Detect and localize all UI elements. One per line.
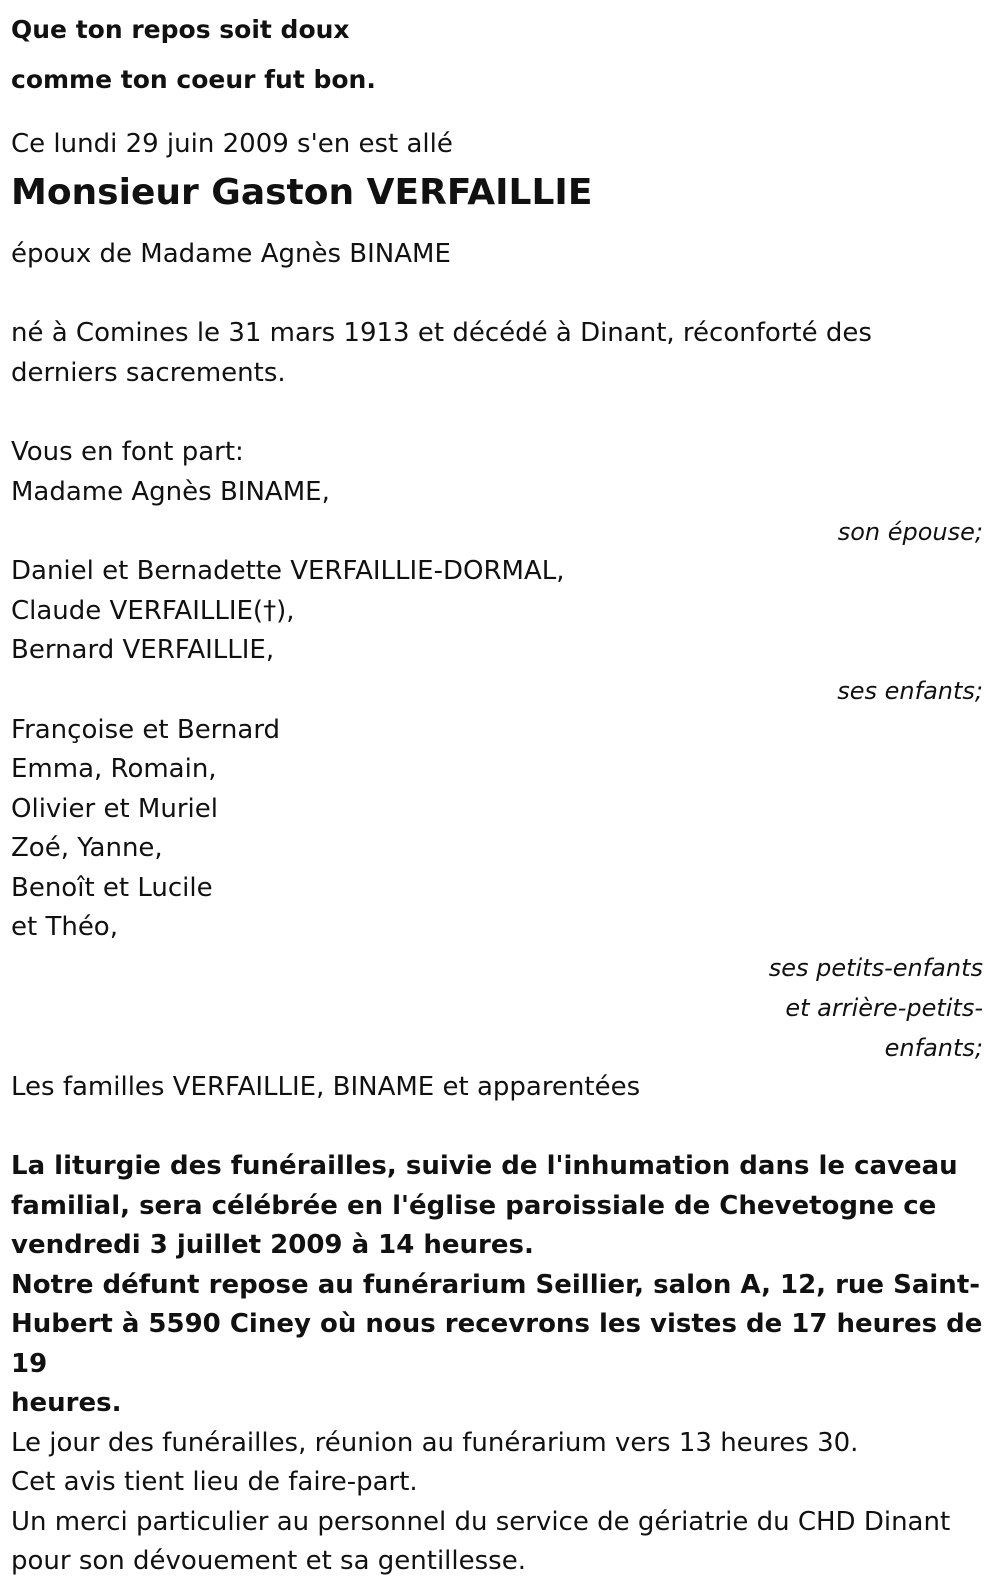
relation-label: et arrière-petits- [785, 993, 983, 1022]
family-member: Daniel et Bernadette VERFAILLIE-DORMAL, [11, 556, 565, 586]
family-group-spouse [11, 473, 983, 553]
ceremony-line: Hubert à 5590 Ciney où nous recevrons les vistes de 17 heures de 19 [11, 1309, 983, 1379]
relation-label: enfants; [884, 1033, 983, 1062]
obituary-notice [11, 5, 983, 1582]
family-member: Bernard VERFAILLIE, [11, 635, 275, 665]
closing-line: pour son dévouement et sa gentillesse. [11, 1546, 526, 1576]
intro-text: Ce lundi 29 juin 2009 s'en est allé [11, 129, 453, 159]
family-member: Zoé, Yanne, [11, 833, 163, 863]
ceremony-line: familial, sera célébrée en l'église paroissiale de Chevetogne ce [11, 1190, 937, 1221]
ceremony-line: heures. [11, 1388, 122, 1418]
closing-notes [11, 1424, 983, 1582]
family-member: Emma, Romain, [11, 754, 217, 784]
families-line: Les familles VERFAILLIE, BINAME et apparentées [11, 1071, 641, 1102]
epitaph-line: comme ton coeur fut bon. [11, 65, 376, 94]
family-member: Benoît et Lucile [11, 872, 213, 903]
closing-line: Un merci particulier au personnel du service de gériatrie du CHD Dinant [11, 1506, 951, 1537]
closing-line: Cet avis tient lieu de faire-part. [11, 1467, 418, 1497]
family-member: Olivier et Muriel [11, 793, 218, 824]
family-member: Françoise et Bernard [11, 714, 281, 745]
deceased-name: Monsieur Gaston VERFAILLIE [11, 171, 593, 213]
ceremony-line: Notre défunt repose au funérarium Seillier, salon A, 12, rue Saint- [11, 1269, 981, 1300]
relation-label: ses enfants; [837, 676, 983, 705]
family-member: Claude VERFAILLIE(†), [11, 595, 295, 626]
relation-label: son épouse; [837, 518, 983, 546]
announce-text: Vous en font part: [11, 437, 244, 467]
ceremony-details [11, 1147, 983, 1424]
paragraph-line: né à Comines le 31 mars 1913 et décédé à Dinant, réconforté des [11, 318, 872, 348]
paragraph-line: derniers sacrements. [11, 357, 286, 388]
epitaph-line: Que ton repos soit doux [11, 15, 350, 44]
closing-line: Le jour des funérailles, réunion au funérarium vers 13 heures 30. [11, 1427, 859, 1458]
family-member: Madame Agnès BINAME, [11, 476, 330, 507]
relation-label: ses petits-enfants [768, 953, 983, 982]
spouse-line: époux de Madame Agnès BINAME [11, 238, 451, 269]
family-group-grandchildren [11, 711, 983, 1068]
epitaph [11, 5, 983, 105]
family-member: et Théo, [11, 912, 118, 942]
ceremony-line: La liturgie des funérailles, suivie de l'inhumation dans le caveau [11, 1151, 958, 1181]
ceremony-line: vendredi 3 juillet 2009 à 14 heures. [11, 1230, 534, 1260]
birth-death-paragraph [11, 314, 983, 393]
family-group-children [11, 552, 983, 711]
